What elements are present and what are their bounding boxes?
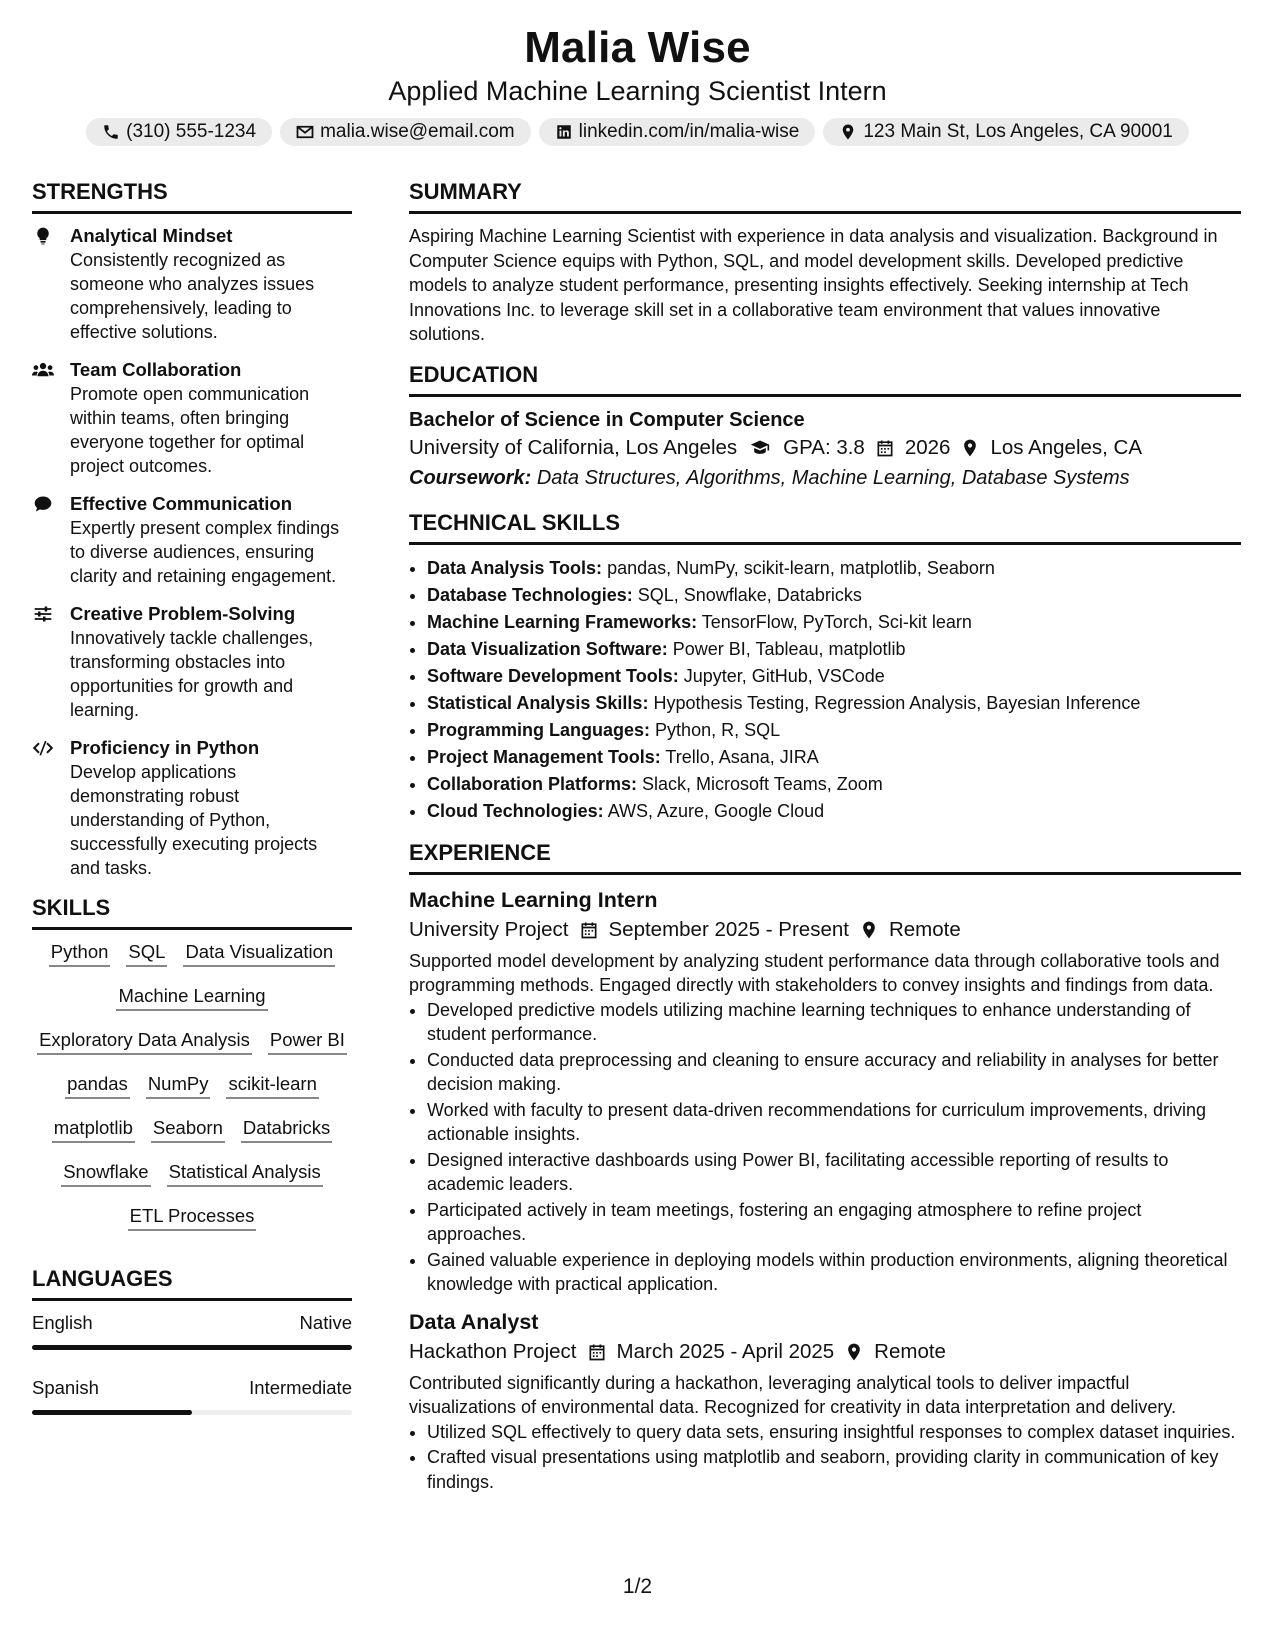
- skill-category: Machine Learning Frameworks:: [427, 611, 698, 632]
- skill-values: TensorFlow, PyTorch, Sci-kit learn: [701, 611, 972, 632]
- map-pin-icon: [960, 438, 980, 458]
- language-level: Intermediate: [249, 1377, 352, 1398]
- list-item: • Participated actively in team meetings, fostering an engaging atmosphere to refine project approaches.: [427, 1198, 1241, 1247]
- language-bar-fill: [32, 1410, 192, 1415]
- skill-values: Jupyter, GitHub, VSCode: [683, 665, 885, 686]
- skill-tag: Machine Learning: [116, 984, 267, 1011]
- calendar-icon: [875, 438, 895, 458]
- skill-tag: matplotlib: [52, 1116, 135, 1143]
- language-bar: [32, 1410, 352, 1415]
- graduation-cap-icon: [747, 438, 773, 458]
- skill-tag: Databricks: [241, 1116, 332, 1143]
- strength-desc: Innovatively tackle challenges, transforming obstacles into opportunities for growth and learning.: [70, 628, 314, 720]
- contact-phone-text: (310) 555-1234: [126, 121, 257, 142]
- skills-heading: SKILLS: [32, 894, 352, 930]
- gpa: GPA: 3.8: [783, 435, 865, 459]
- list-item: [427, 771, 1241, 798]
- list-item: • Developed predictive models utilizing machine learning techniques to enhance understanding of student performance.: [427, 998, 1241, 1047]
- job-location: Remote: [888, 917, 961, 941]
- skill-tag: Seaborn: [151, 1116, 225, 1143]
- skill-tag: scikit-learn: [226, 1072, 318, 1099]
- list-item: [427, 798, 1241, 825]
- phone-icon: [102, 123, 120, 141]
- skill-values: Power BI, Tableau, matplotlib: [672, 638, 906, 659]
- strength-desc: Promote open communication within teams, often bringing everyone together for optimal project outcomes.: [70, 384, 310, 476]
- strength-title: Proficiency in Python: [70, 737, 260, 758]
- skill-category: Cloud Technologies:: [427, 800, 604, 821]
- skill-category: Software Development Tools:: [427, 665, 679, 686]
- technical-skills-list: [409, 555, 1241, 825]
- strengths-list: [32, 224, 352, 880]
- comment-icon: [32, 494, 54, 514]
- job-summary: Supported model development by analyzing student performance data through collaborative tools and programming methods. Engaged directly with stakeholders to convey insights and findings from data.: [409, 950, 1220, 995]
- map-pin-icon: [859, 920, 879, 940]
- list-item: • Crafted visual presentations using matplotlib and seaborn, providing clarity in communication of key findings.: [427, 1445, 1241, 1494]
- skill-values: Trello, Asana, JIRA: [665, 746, 819, 767]
- skill-values: AWS, Azure, Google Cloud: [607, 800, 825, 821]
- coursework: [409, 463, 1241, 493]
- job-dates: March 2025 - April 2025: [616, 1339, 835, 1363]
- page-number: 1/2: [622, 1575, 653, 1598]
- school-location: Los Angeles, CA: [990, 435, 1143, 459]
- skill-tag: Exploratory Data Analysis: [37, 1028, 252, 1055]
- skill-tag: ETL Processes: [128, 1204, 257, 1231]
- resume-header: [0, 22, 1275, 146]
- skill-tag: SQL: [126, 940, 167, 967]
- skill-tag: NumPy: [146, 1072, 211, 1099]
- education-meta: [409, 433, 1241, 463]
- skill-tag: Statistical Analysis: [167, 1160, 323, 1187]
- list-item: [427, 690, 1241, 717]
- job-bullets: [409, 998, 1241, 1297]
- contact-email[interactable]: [280, 118, 531, 146]
- strength-item: [32, 602, 352, 722]
- linkedin-icon: [555, 123, 573, 141]
- skill-category: Project Management Tools:: [427, 746, 661, 767]
- school-name: University of California, Los Angeles: [409, 435, 738, 459]
- language-name: Spanish: [32, 1377, 99, 1398]
- job-org: Hackathon Project: [409, 1339, 577, 1363]
- sliders-icon: [32, 604, 54, 624]
- map-pin-icon: [839, 123, 857, 141]
- envelope-icon: [296, 123, 314, 141]
- skill-category: Statistical Analysis Skills:: [427, 692, 649, 713]
- job-location: Remote: [874, 1339, 946, 1363]
- list-item: [427, 609, 1241, 636]
- job-title: Machine Learning Intern: [409, 887, 658, 912]
- list-item: [427, 636, 1241, 663]
- contact-bar: [0, 118, 1275, 146]
- skill-category: Programming Languages:: [427, 719, 651, 740]
- right-column: [409, 178, 1241, 1495]
- strength-item: [32, 736, 352, 880]
- users-icon: [32, 360, 54, 380]
- skill-category: Data Analysis Tools:: [427, 557, 603, 578]
- job-dates: September 2025 - Present: [608, 917, 849, 941]
- skill-tag: Snowflake: [61, 1160, 150, 1187]
- language-item: [32, 1311, 352, 1350]
- skill-tag: Python: [49, 940, 111, 967]
- languages-heading: LANGUAGES: [32, 1265, 352, 1301]
- technical-skills-heading: TECHNICAL SKILLS: [409, 509, 1241, 545]
- left-column: [32, 178, 352, 1441]
- map-pin-icon: [844, 1342, 864, 1362]
- strength-item: [32, 224, 352, 344]
- skill-tag: Power BI: [268, 1028, 347, 1055]
- skill-values: Hypothesis Testing, Regression Analysis, Bayesian Inference: [653, 692, 1141, 713]
- lightbulb-icon: [32, 226, 54, 246]
- strength-desc: Consistently recognized as someone who analyzes issues comprehensively, leading to effective solutions.: [70, 250, 315, 342]
- job-meta: [409, 1337, 1241, 1367]
- strength-desc: Expertly present complex findings to diverse audiences, ensuring clarity and retaining engagement.: [70, 518, 340, 586]
- strength-title: Analytical Mindset: [70, 225, 233, 246]
- job-summary: Contributed significantly during a hackathon, leveraging analytical tools to deliver impactful visualizations of environmental data. Recognized for creativity in data interpretation and delivery.: [409, 1372, 1177, 1417]
- skill-values: Slack, Microsoft Teams, Zoom: [642, 773, 883, 794]
- list-item: [427, 663, 1241, 690]
- candidate-title: Applied Machine Learning Scientist Intern: [388, 76, 887, 106]
- job-entry: [409, 885, 1241, 1297]
- coursework-label: Coursework:: [409, 466, 532, 489]
- list-item: • Worked with faculty to present data-driven recommendations for curriculum improvements, driving actionable insights.: [427, 1098, 1241, 1147]
- job-title: Data Analyst: [409, 1309, 539, 1334]
- summary-heading: SUMMARY: [409, 178, 1241, 214]
- coursework-list: Data Structures, Algorithms, Machine Learning, Database Systems: [536, 466, 1130, 489]
- calendar-icon: [587, 1342, 607, 1362]
- calendar-icon: [579, 920, 599, 940]
- code-icon: [32, 738, 54, 758]
- language-bar-fill: [32, 1345, 352, 1350]
- contact-linkedin[interactable]: [539, 118, 816, 146]
- contact-address-text: 123 Main St, Los Angeles, CA 90001: [863, 121, 1173, 142]
- language-name: English: [32, 1312, 93, 1333]
- list-item: • Conducted data preprocessing and cleaning to ensure accuracy and reliability in analyses for better decision making.: [427, 1048, 1241, 1097]
- language-item: [32, 1376, 352, 1415]
- strength-title: Creative Problem-Solving: [70, 603, 296, 624]
- strengths-heading: STRENGTHS: [32, 178, 352, 214]
- list-item: • Utilized SQL effectively to query data sets, ensuring insightful responses to complex dataset inquiries.: [427, 1420, 1241, 1445]
- strength-desc: Develop applications demonstrating robust understanding of Python, successfully executing projects and tasks.: [70, 762, 318, 878]
- degree-title: Bachelor of Science in Computer Science: [409, 408, 805, 431]
- contact-linkedin-text: linkedin.com/in/malia-wise: [578, 121, 800, 142]
- skill-tag: pandas: [65, 1072, 130, 1099]
- summary-text: Aspiring Machine Learning Scientist with experience in data analysis and visualization. Background in Computer Science equips with Python, SQL, and model development skills. Developed predictive models to analyze student performance, presenting insights effectively. Seeking internship at Tech Innovations Inc. to leverage skill set in a collaborative team environment that values innovative solutions.: [409, 226, 1218, 344]
- skill-values: Python, R, SQL: [655, 719, 781, 740]
- strength-item: [32, 492, 352, 588]
- list-item: • Gained valuable experience in deploying models within production environments, aligning theoretical knowledge with practical application.: [427, 1248, 1241, 1297]
- list-item: [427, 717, 1241, 744]
- list-item: [427, 744, 1241, 771]
- job-meta: [409, 915, 1241, 945]
- graduation-year: 2026: [904, 435, 951, 459]
- language-level: Native: [299, 1312, 352, 1333]
- skill-category: Database Technologies:: [427, 584, 633, 605]
- job-entry: [409, 1307, 1241, 1495]
- list-item: [427, 555, 1241, 582]
- language-bar: [32, 1345, 352, 1350]
- list-item: [427, 582, 1241, 609]
- job-bullets: [409, 1420, 1241, 1495]
- skill-category: Collaboration Platforms:: [427, 773, 638, 794]
- contact-phone[interactable]: [86, 118, 272, 146]
- contact-email-text: malia.wise@email.com: [320, 121, 515, 142]
- strength-item: [32, 358, 352, 478]
- list-item: • Designed interactive dashboards using Power BI, facilitating accessible reporting of results to academic leaders.: [427, 1148, 1241, 1197]
- skill-category: Data Visualization Software:: [427, 638, 668, 659]
- skill-values: pandas, NumPy, scikit-learn, matplotlib, Seaborn: [607, 557, 995, 578]
- strength-title: Effective Communication: [70, 493, 293, 514]
- candidate-name: Malia Wise: [524, 23, 751, 72]
- skill-tag: Data Visualization: [183, 940, 335, 967]
- strength-title: Team Collaboration: [70, 359, 242, 380]
- skill-values: SQL, Snowflake, Databricks: [637, 584, 862, 605]
- contact-address: [823, 118, 1189, 146]
- job-org: University Project: [409, 917, 569, 941]
- experience-heading: EXPERIENCE: [409, 839, 1241, 875]
- education-heading: EDUCATION: [409, 361, 1241, 397]
- skills-tags: [32, 940, 352, 1231]
